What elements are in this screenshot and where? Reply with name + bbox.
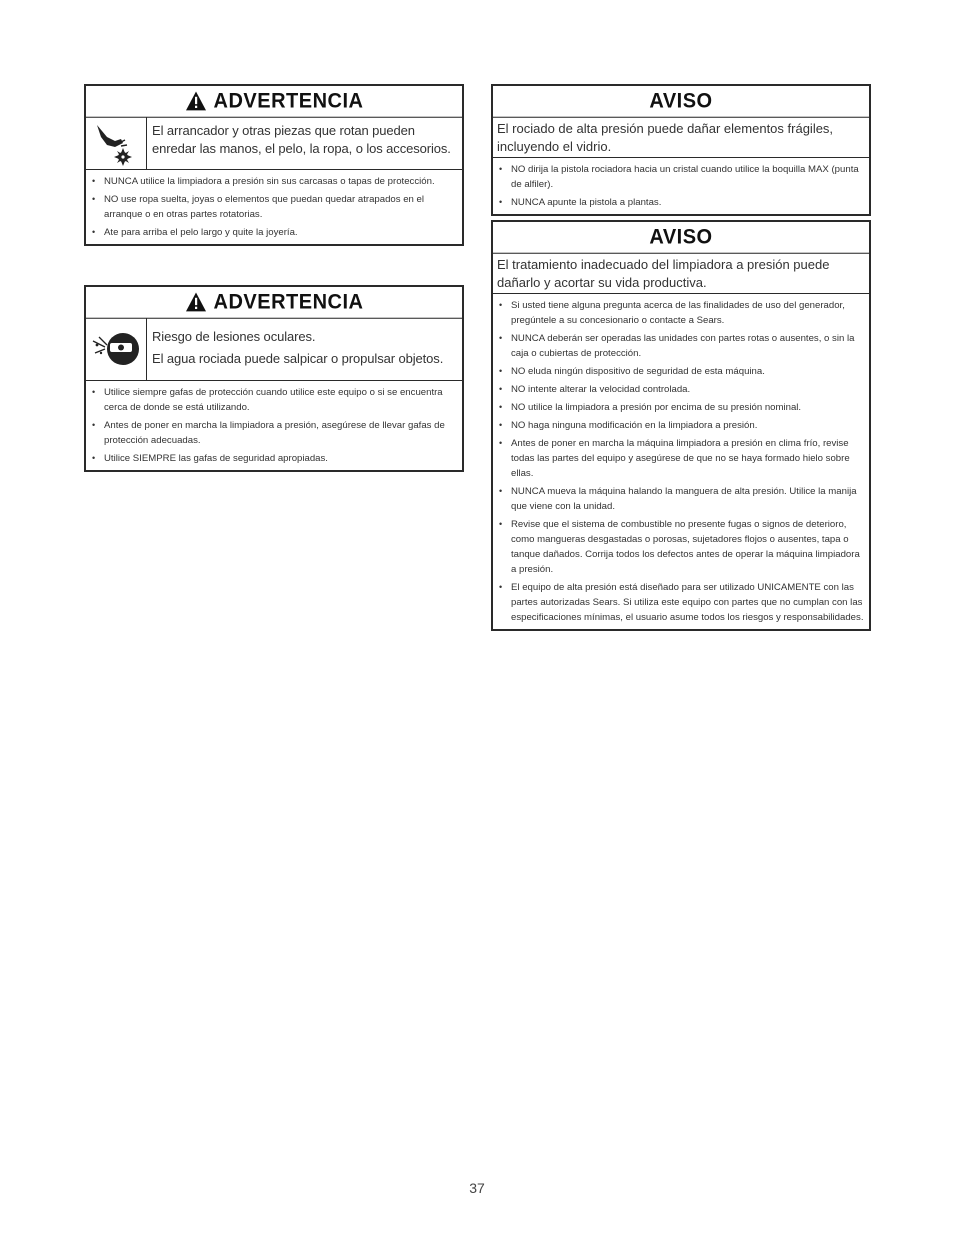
notice-header — [493, 221, 869, 254]
warning-lead-text: El arrancador y otras piezas que rotan pueden enredar las manos, el pelo, la ropa, o los accesorios. — [152, 123, 451, 156]
list-item: • NO dirija la pistola rociadora hacia un cristal cuando utilice la boquilla MAX (punta de alfiler). — [497, 162, 865, 192]
list-item: • NO utilice la limpiadora a presión por encima de su presión nominal. — [497, 400, 865, 415]
notice-bullet-list — [493, 294, 869, 629]
eye-injury-goggles-icon — [86, 318, 147, 380]
list-item: • El equipo de alta presión está diseñado para ser utilizado UNICAMENTE con las partes autorizadas Sears. Si utiliza este equipo con partes que no cumplan con las especificaciones mínimas, el usuario asume todos los riesgos y responsabilidades. — [497, 580, 865, 625]
warning-lead-line: Riesgo de lesiones oculares. — [152, 329, 316, 344]
list-item: • Antes de poner en marcha la limpiadora a presión, asegúrese de llevar gafas de protección adecuadas. — [90, 418, 458, 448]
notice-box-improper-treatment — [491, 220, 871, 631]
list-item: • Ate para arriba el pelo largo y quite la joyería. — [90, 225, 458, 240]
list-item: • NUNCA deberán ser operadas las unidades con partes rotas o ausentes, o sin la caja o cubiertas de protección. — [497, 331, 865, 361]
list-item: • NUNCA apunte la pistola a plantas. — [497, 195, 865, 210]
warning-triangle-icon — [185, 90, 207, 111]
warning-box-entanglement — [84, 84, 464, 246]
list-item: • NUNCA utilice la limpiadora a presión sin sus carcasas o tapas de protección. — [90, 174, 458, 189]
warning-lead-row — [86, 318, 462, 381]
warning-bullet-list — [86, 381, 462, 470]
list-item: • Antes de poner en marcha la máquina limpiadora a presión en clima frío, revise todas las partes del equipo y asegúrese de que no se haya formado hielo sobre ellas. — [497, 436, 865, 481]
warning-triangle-icon — [185, 291, 207, 312]
page-number: 37 — [469, 1180, 485, 1196]
notice-title: AVISO — [649, 88, 713, 112]
notice-lead-text: El tratamiento inadecuado del limpiadora a presión puede dañarlo y acortar su vida productiva. — [493, 253, 869, 294]
notice-title: AVISO — [649, 224, 713, 248]
list-item: • NO haga ninguna modificación en la limpiadora a presión. — [497, 418, 865, 433]
warning-lead-row — [86, 117, 462, 170]
warning-header — [86, 286, 462, 319]
list-item: • NO use ropa suelta, joyas o elementos que puedan quedar atrapados en el arranque o en otras partes rotatorias. — [90, 192, 458, 222]
list-item: • Utilice siempre gafas de protección cuando utilice este equipo o si se encuentra cerca de donde se está utilizando. — [90, 385, 458, 415]
notice-header — [493, 85, 869, 118]
list-item: • Utilice SIEMPRE las gafas de seguridad apropiadas. — [90, 451, 458, 466]
warning-title: ADVERTENCIA — [213, 88, 364, 112]
warning-header — [86, 85, 462, 118]
notice-bullet-list — [493, 158, 869, 214]
list-item: • NO eluda ningún dispositivo de seguridad de esta máquina. — [497, 364, 865, 379]
rotating-parts-entanglement-icon — [86, 117, 147, 169]
notice-lead-text: El rociado de alta presión puede dañar elementos frágiles, incluyendo el vidrio. — [493, 117, 869, 158]
notice-box-fragile-items — [491, 84, 871, 216]
warning-lead-line: El agua rociada puede salpicar o propulsar objetos. — [152, 351, 444, 366]
warning-box-eye-injury — [84, 285, 464, 472]
list-item: • NO intente alterar la velocidad controlada. — [497, 382, 865, 397]
warning-title: ADVERTENCIA — [213, 289, 364, 313]
warning-bullet-list — [86, 170, 462, 244]
list-item: • NUNCA mueva la máquina halando la manguera de alta presión. Utilice la manija que viene con la unidad. — [497, 484, 865, 514]
list-item: • Revise que el sistema de combustible no presente fugas o signos de deterioro, como mangueras desgastadas o porosas, sujetadores flojos o ausentes, tapa o tanque dañados. Corrija todos los defectos antes de operar la máquina limpiadora a presión. — [497, 517, 865, 577]
list-item: • Si usted tiene alguna pregunta acerca de las finalidades de uso del generador, pregúntele a su concesionario o contacte a Sears. — [497, 298, 865, 328]
warning-lead-text — [147, 318, 448, 380]
